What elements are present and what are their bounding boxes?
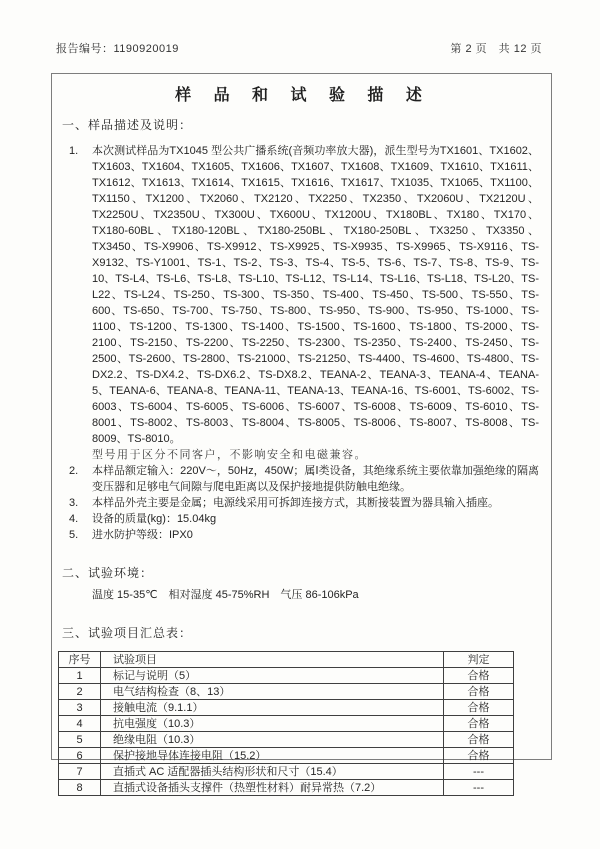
model-note: 型号用于区分不同客户，不影响安全和电磁兼容。 (92, 449, 367, 461)
column-header-item: 试验项目 (101, 652, 444, 668)
model-list-text: 本次测试样品为TX1045 型公共广播系统(音频功率放大器)，派生型号为TX1601、TX1602、TX1603、TX1604、TX1605、TX1606、TX1607、TX1608、TX1609、TX1610、TX1611、TX1612、TX1613、TX1614、TX1615、TX1616、TX1617、TX1035、TX1065、TX1100、TX1150、TX1200、TX2060、TX2120、TX2250、TX2350、TX2060U、TX2120U、TX2250U、TX2350U、TX300U、TX600U、TX1200U、TX180BL、TX180、TX170、TX180-60BL、TX180-120BL、TX180-250BL、TX180-250BL、TX3250、TX3350、TX3450、TS-X9906、TS-X9912、TS-X9925、TS-X9935、TS-X9965、TS-X9116、TS-X9132、TS-Y1001、TS-1、TS-2、TS-3、TS-4、TS-5、TS-6、TS-7、TS-8、TS-9、TS-10、TS-L4、TS-L6、TS-L8、TS-L10、TS-L12、TS-L14、TS-L16、TS-L18、TS-L20、TS-L22、TS-L24、TS-250、TS-300、TS-350、TS-400、TS-450、TS-500、TS-550、TS-600、TS-650、TS-700、TS-750、TS-800、TS-950、TS-900、TS-950、TS-1000、TS-1100、TS-1200、TS-1300、TS-1400、TS-1500、TS-1600、TS-1800、TS-2000、TS-2100、TS-2150、TS-2200、TS-2250、TS-2300、TS-2350、TS-2400、TS-2450、TS-2500、TS-2600、TS-2800、TS-21000、TS-21250、TS-4400、TS-4600、TS-4800、TS-DX2.2、TS-DX4.2、TS-DX6.2、TS-DX8.2、TEANA-2、TEANA-3、TEANA-4、TEANA-5、TEANA-6、TEANA-8、TEANA-11、TEANA-13、TEANA-16、TS-6001、TS-6002、TS-6003、TS-6004、TS-6005、TS-6006、TS-6007、TS-6008、TS-6009、TS-6010、TS-8001、TS-8002、TS-8003、TS-8004、TS-8005、TS-8006、TS-8007、TS-8008、TS-8009、TS-8010。 (92, 145, 539, 445)
row-test-item: 直插式设备插头支撑件（热塑性材料）耐异常热（7.2） (101, 780, 444, 796)
list-item-number: 3. (69, 497, 79, 509)
row-verdict: 合格 (444, 748, 514, 764)
table-header-row (59, 652, 514, 668)
row-test-item: 接触电流（9.1.1） (101, 700, 444, 716)
list-item-number: 1. (69, 145, 79, 157)
list-item-text: 本样品外壳主要是金属；电源线采用可拆卸连接方式，其断接装置为器具输入插座。 (92, 497, 499, 509)
row-verdict: 合格 (444, 732, 514, 748)
row-verdict: --- (444, 764, 514, 780)
section-heading-sample: 一、样品描述及说明： (62, 118, 193, 132)
list-item (69, 527, 539, 543)
list-item-text: 本样品额定输入：220V～，50Hz，450W；属Ⅰ类设备，其绝缘系统主要依靠加强绝缘的隔离变压器和足够电气间隙与爬电距离以及保护接地提供防触电绝缘。 (92, 465, 539, 493)
table-row (59, 668, 514, 684)
list-item (69, 143, 539, 463)
report-number: 报告编号：1190920019 (56, 43, 179, 55)
row-no: 7 (59, 764, 101, 780)
table-row (59, 716, 514, 732)
table-row (59, 748, 514, 764)
row-no: 5 (59, 732, 101, 748)
list-item-number: 5. (69, 529, 79, 541)
column-header-verdict: 判定 (444, 652, 514, 668)
section-heading-summary-table: 三、试验项目汇总表： (62, 626, 193, 640)
row-no: 3 (59, 700, 101, 716)
row-no: 4 (59, 716, 101, 732)
table-row (59, 780, 514, 796)
row-no: 1 (59, 668, 101, 684)
list-item-number: 4. (69, 513, 79, 525)
row-test-item: 抗电强度（10.3） (101, 716, 444, 732)
page-title: 样 品 和 试 验 描 述 (175, 87, 431, 104)
environment-conditions: 温度 15-35℃ 相对湿度 45-75%RH 气压 86-106kPa (92, 589, 359, 601)
content-frame (51, 73, 552, 794)
list-item-text: 设备的质量(kg)：15.04kg (92, 513, 217, 525)
section-heading-environment: 二、试验环境： (62, 566, 154, 580)
table-row (59, 732, 514, 748)
row-test-item: 保护接地导体连接电阻（15.2） (101, 748, 444, 764)
row-test-item: 绝缘电阻（10.3） (101, 732, 444, 748)
row-no: 2 (59, 684, 101, 700)
list-item-text: 进水防护等级：IPX0 (92, 529, 193, 541)
sample-description-list (69, 143, 539, 543)
row-no: 6 (59, 748, 101, 764)
row-verdict: --- (444, 780, 514, 796)
list-item-text (92, 143, 539, 463)
table-row (59, 684, 514, 700)
list-item (69, 463, 539, 495)
test-summary-table (58, 651, 514, 796)
table-row (59, 764, 514, 780)
row-verdict: 合格 (444, 716, 514, 732)
table-row (59, 700, 514, 716)
page-header (56, 40, 542, 56)
row-test-item: 直插式 AC 适配器插头结构形状和尺寸（15.4） (101, 764, 444, 780)
row-verdict: 合格 (444, 668, 514, 684)
list-item-number: 2. (69, 465, 79, 477)
row-verdict: 合格 (444, 700, 514, 716)
list-item (69, 511, 539, 527)
list-item (69, 495, 539, 511)
row-verdict: 合格 (444, 684, 514, 700)
page-indicator: 第 2 页 共 12 页 (450, 43, 542, 55)
column-header-no: 序号 (59, 652, 101, 668)
row-test-item: 电气结构检查（8、13） (101, 684, 444, 700)
row-no: 8 (59, 780, 101, 796)
row-test-item: 标记与说明（5） (101, 668, 444, 684)
